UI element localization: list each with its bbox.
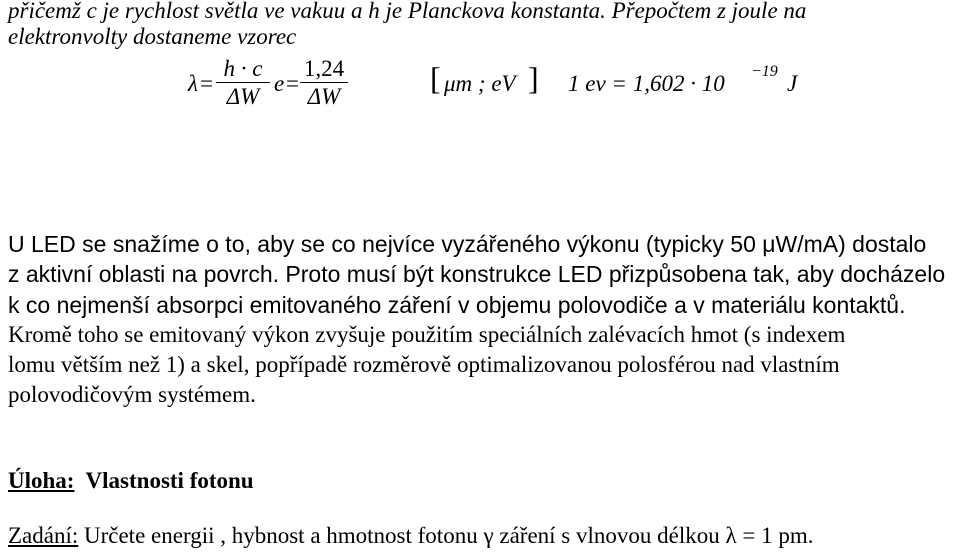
fraction-denominator: ΔW [226, 84, 260, 109]
intro-line-1 [8, 0, 806, 24]
units-bracket-close: ] [528, 60, 539, 96]
paragraph-line: k co nejmenší absorpci emitovaného záření v objemu polovodiče a v materiálu kontaktů. [8, 291, 906, 318]
fraction-124-over-dw [300, 56, 348, 111]
paragraph-line [8, 259, 945, 289]
paragraph-line-sans-tail: Proto musí být konstrukce LED přizpůsobena tak, aby docházelo [279, 261, 946, 288]
assignment-label: Zadání: [8, 523, 79, 548]
gamma-symbol: γ [483, 523, 494, 548]
equals-sign: = [200, 71, 213, 96]
h-symbol: h [368, 0, 380, 23]
task-heading [8, 468, 254, 494]
ev-conversion: 1 ev = 1,602 · 10 [568, 71, 725, 96]
ev-unit: J [787, 71, 798, 96]
assignment-text: Určete energii , hybnost a hmotnost fotonu [78, 523, 484, 548]
assignment [8, 523, 814, 549]
led-paragraph [8, 229, 945, 411]
intro-text: Přepočtem z joule na [605, 0, 807, 23]
intro-line-2: elektronvolty dostaneme vzorec [8, 24, 297, 49]
intro-text: přičemž [8, 0, 87, 23]
paragraph-line: lomu větším než 1) a skel, popřípadě rozměrově optimalizovanou polosférou nad vlastním [8, 352, 840, 378]
lambda-symbol: λ [725, 523, 737, 548]
c-symbol: c [86, 0, 97, 23]
paragraph-line: polovodičovým systémem. [8, 382, 256, 408]
assignment-text: záření s vlnovou délkou [493, 523, 726, 548]
task-title: Vlastnosti fotonu [74, 468, 254, 493]
fraction-numerator: h · c [223, 56, 263, 81]
paragraph-line: Kromě toho se emitovaný výkon zvyšuje použitím speciálních zalévacích hmot (s indexem [8, 321, 846, 347]
lambda-symbol: λ [188, 71, 198, 96]
fraction-hc-over-dw [216, 56, 270, 111]
units-bracket-open: [ [430, 60, 441, 96]
units-text: μm ; eV [444, 71, 516, 96]
ev-exponent: −19 [751, 63, 778, 80]
paragraph-line: U LED se snažíme o to, aby se co nejvíce vyzářeného výkonu (typicky 50 μW/mA) dostalo [8, 231, 927, 257]
intro-text: je rychlost světla ve vakuu a [96, 0, 369, 23]
assignment-text: = 1 pm. [736, 523, 814, 548]
fraction-denominator: ΔW [307, 84, 341, 109]
task-label: Úloha: [8, 468, 75, 493]
equals-sign: = [286, 71, 299, 96]
paragraph-line-sans: z aktivní oblasti na povrch. [8, 261, 280, 288]
intro-text: je Planckova konstanta. [379, 0, 606, 23]
fraction-numerator: 1,24 [303, 56, 345, 81]
e-symbol: e [274, 71, 285, 96]
